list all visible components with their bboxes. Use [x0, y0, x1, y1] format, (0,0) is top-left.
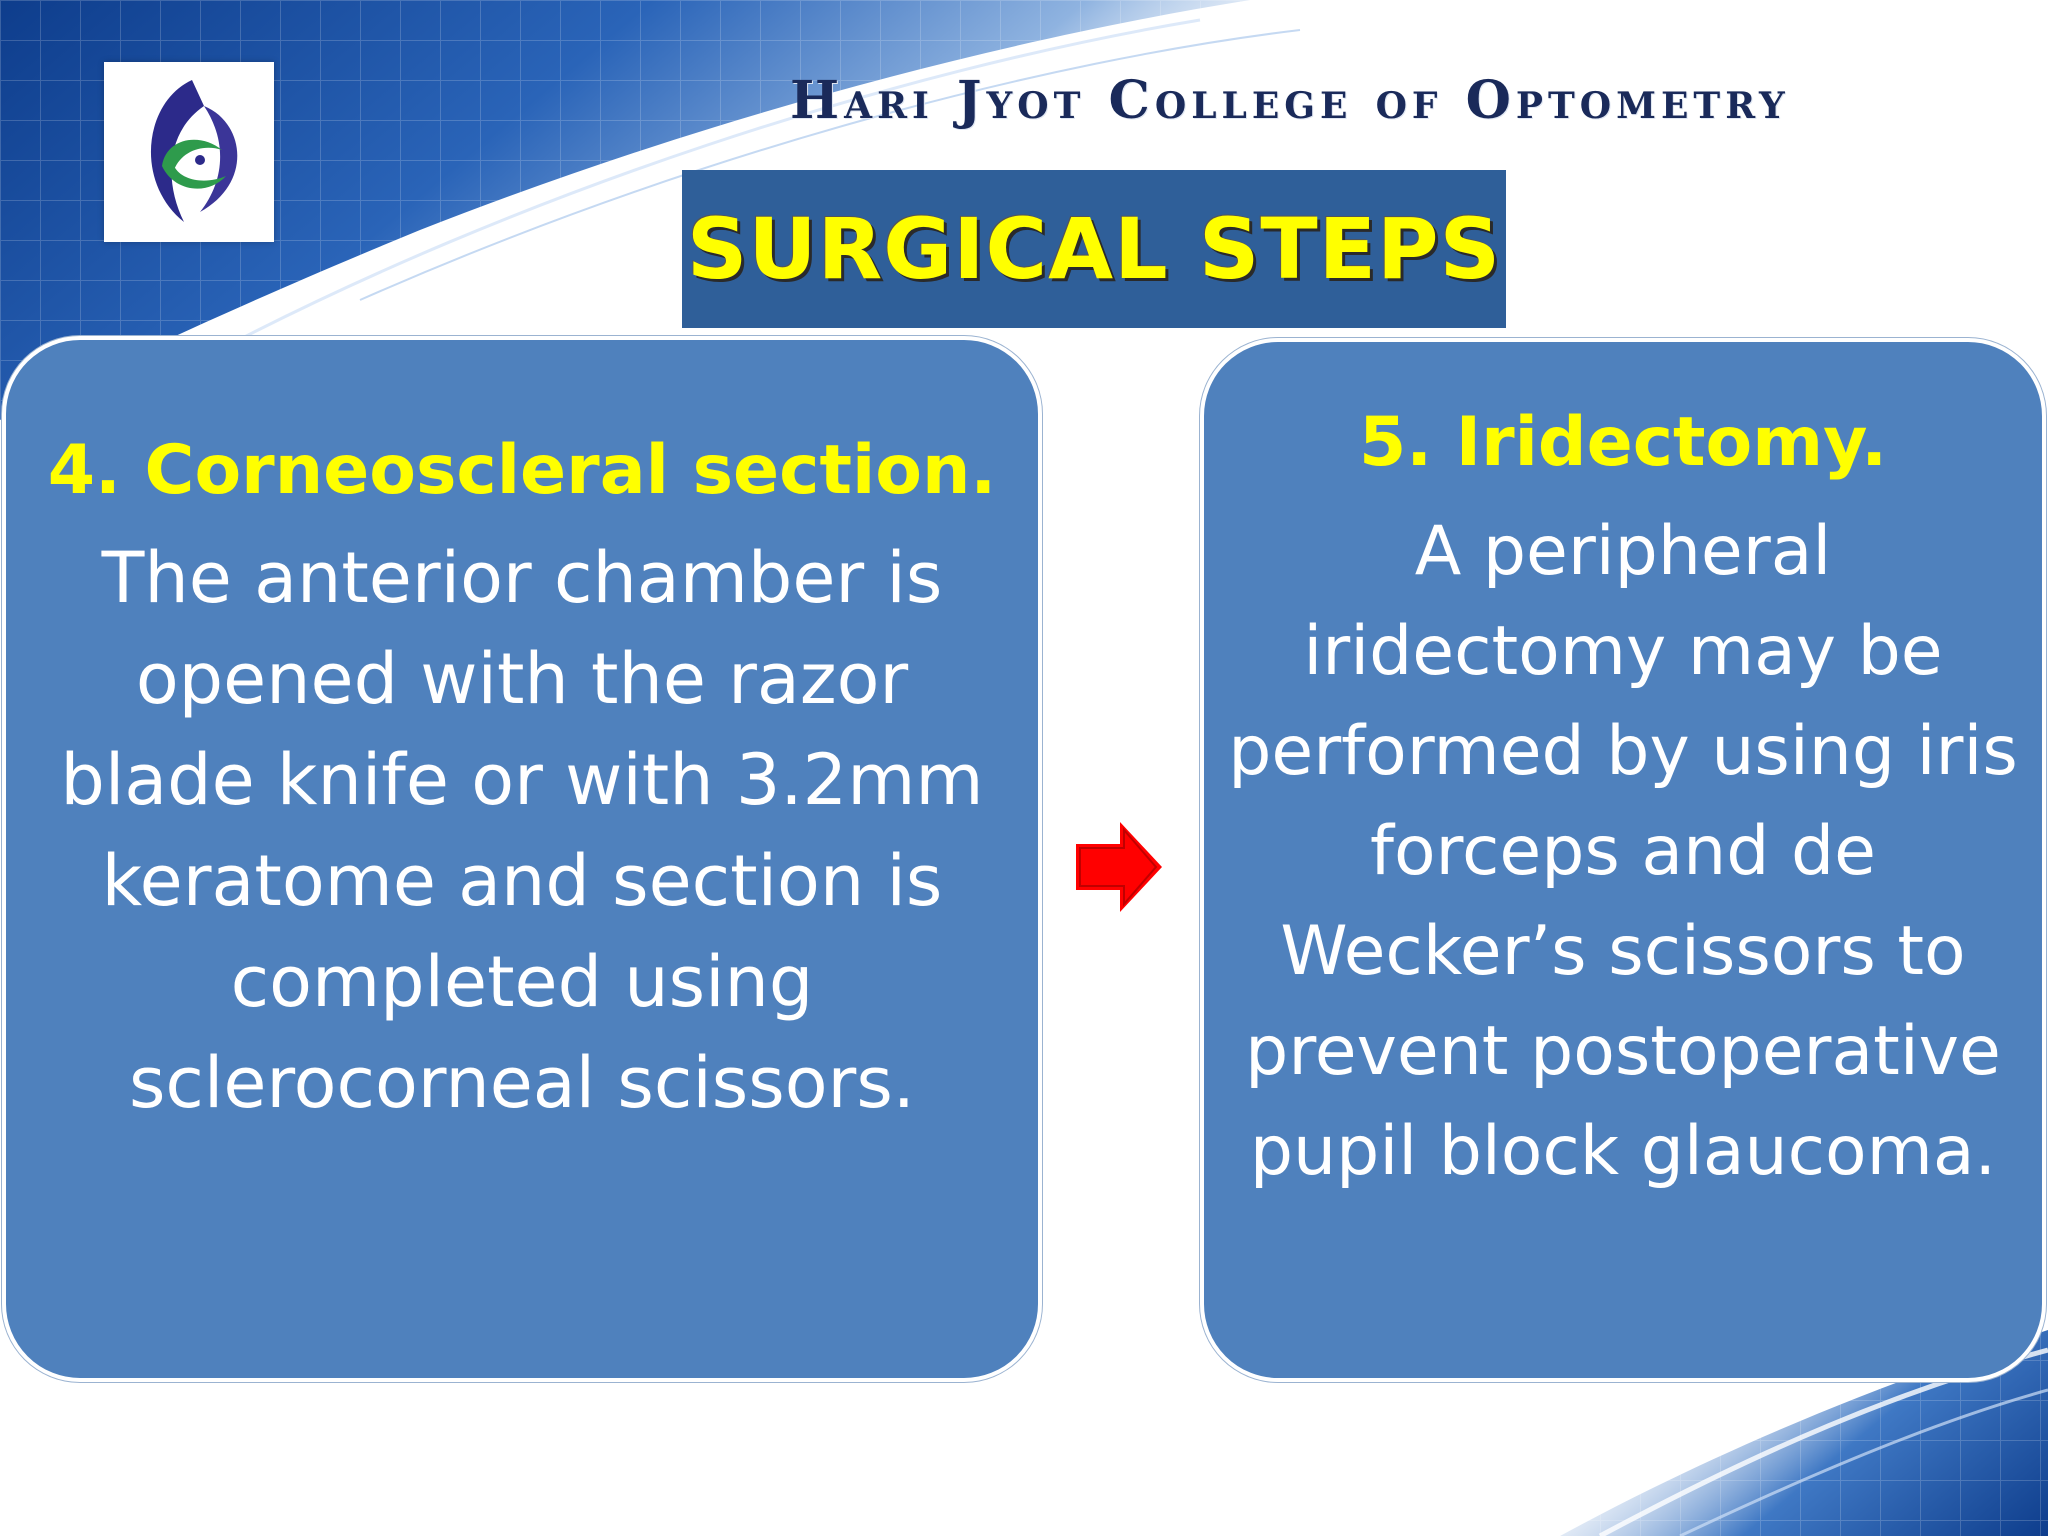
right-arrow-icon	[1076, 822, 1162, 912]
college-logo	[104, 62, 274, 242]
step-heading: 4. Corneoscleral section.	[47, 431, 997, 510]
college-logo-icon	[104, 62, 274, 242]
college-name: Hari Jyot College of Optometry	[790, 70, 1790, 131]
step-description: The anterior chamber is opened with the razor blade knife or with 3.2mm keratome and section is completed using sclerocorneal scissors.	[60, 537, 984, 1124]
step-card-iridectomy	[1200, 338, 2046, 1382]
slide-title: SURGICAL STEPS	[686, 200, 1502, 298]
step-card-corneoscleral	[2, 336, 1042, 1382]
step-description: A peripheral iridectomy may be performed by using iris forceps and de Wecker’s scissors to prevent postoperative pupil block glaucoma.	[1228, 512, 2018, 1191]
step-heading: 5. Iridectomy.	[1358, 403, 1888, 482]
slide-title-box	[682, 170, 1506, 328]
